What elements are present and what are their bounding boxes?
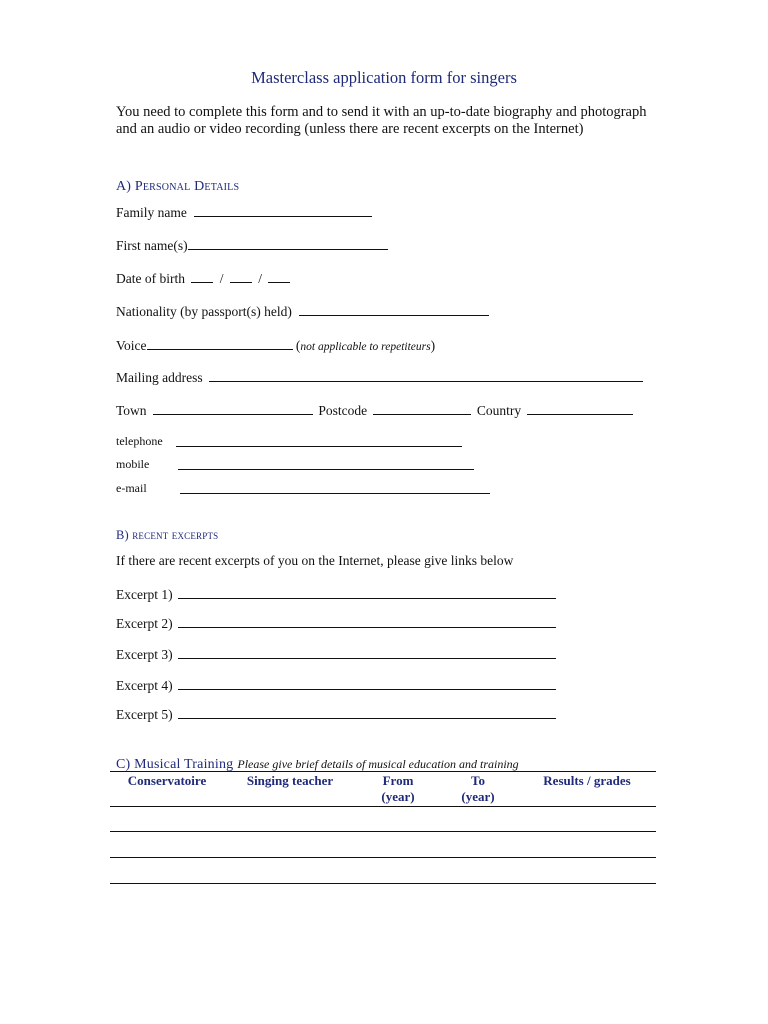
telephone-label: telephone [116, 434, 163, 448]
dob-row [116, 270, 290, 287]
col-header-from [370, 773, 426, 805]
col-header-from-line2: (year) [381, 789, 415, 804]
mailing-label: Mailing address [116, 370, 203, 385]
table-row-line[interactable] [110, 857, 656, 858]
table-bottom-rule [110, 883, 656, 884]
section-b-heading [116, 528, 218, 543]
voice-label: Voice [116, 338, 147, 353]
email-field[interactable] [180, 481, 490, 494]
town-row [116, 402, 633, 419]
section-c-heading-text: C) Musical Training [116, 757, 234, 772]
first-name-row [116, 237, 388, 254]
excerpt-row [116, 677, 556, 694]
country-field[interactable] [527, 402, 633, 415]
col-header-to-line1: To [471, 773, 485, 788]
table-header-rule [110, 806, 656, 807]
dob-separator: / [258, 271, 263, 286]
first-name-label: First name(s) [116, 238, 188, 253]
excerpt-label: Excerpt 4) [116, 678, 173, 693]
excerpt-row [116, 706, 556, 723]
section-b-heading-text: B) recent excerpts [116, 528, 219, 542]
nationality-field[interactable] [299, 303, 489, 316]
col-header-from-line1: From [382, 773, 414, 788]
mobile-row [116, 457, 149, 472]
nationality-label: Nationality (by passport(s) held) [116, 304, 292, 319]
excerpt-5-field[interactable] [178, 706, 556, 719]
form-title: Masterclass application form for singers [251, 68, 517, 87]
col-header-singing-teacher: Singing teacher [246, 773, 334, 788]
col-header-to [450, 773, 506, 805]
voice-field[interactable] [147, 337, 293, 350]
mobile-label: mobile [116, 457, 150, 471]
section-b-instruction: If there are recent excerpts of you on the Internet, please give links below [116, 553, 514, 568]
town-field[interactable] [153, 402, 313, 415]
voice-row [116, 337, 435, 354]
voice-note-close: ) [430, 338, 436, 353]
family-name-row [116, 204, 372, 221]
table-row-line[interactable] [110, 831, 656, 832]
section-c-note: Please give brief details of musical education and training [237, 757, 519, 771]
country-label: Country [476, 403, 522, 418]
telephone-field[interactable] [176, 434, 462, 447]
dob-year-field[interactable] [268, 270, 290, 283]
section-a-heading [116, 179, 239, 195]
dob-separator: / [219, 271, 224, 286]
dob-label: Date of birth [116, 271, 185, 286]
col-header-results: Results / grades [543, 773, 631, 788]
excerpt-row [116, 646, 556, 663]
first-name-field[interactable] [188, 237, 388, 250]
mailing-field[interactable] [209, 369, 643, 382]
family-name-field[interactable] [194, 204, 372, 217]
mailing-row [116, 369, 643, 386]
mobile-field[interactable] [178, 457, 474, 470]
section-a-heading-text: A) Personal Details [116, 179, 240, 194]
excerpt-2-field[interactable] [178, 615, 556, 628]
excerpt-4-field[interactable] [178, 677, 556, 690]
excerpt-label: Excerpt 3) [116, 647, 173, 662]
excerpt-row [116, 586, 556, 603]
excerpt-label: Excerpt 5) [116, 707, 173, 722]
excerpt-3-field[interactable] [178, 646, 556, 659]
excerpt-label: Excerpt 2) [116, 616, 173, 631]
email-label: e-mail [116, 481, 147, 495]
email-row [116, 481, 147, 496]
town-label: Town [116, 403, 147, 418]
dob-month-field[interactable] [230, 270, 252, 283]
dob-day-field[interactable] [191, 270, 213, 283]
col-header-to-line2: (year) [461, 789, 495, 804]
postcode-label: Postcode [318, 403, 368, 418]
voice-note-open: ( [295, 338, 301, 353]
family-name-label: Family name [116, 205, 187, 220]
excerpt-label: Excerpt 1) [116, 587, 173, 602]
table-top-rule [110, 771, 656, 772]
nationality-row [116, 303, 489, 320]
voice-note: not applicable to repetiteurs [300, 341, 431, 353]
intro-paragraph: You need to complete this form and to send it with an up-to-date biography and photograph and an audio or video recording (unless there are recent excerpts on the Internet) [116, 104, 647, 137]
excerpt-1-field[interactable] [178, 586, 556, 599]
excerpt-row [116, 615, 556, 632]
postcode-field[interactable] [373, 402, 471, 415]
telephone-row [116, 434, 163, 449]
col-header-conservatoire: Conservatoire [127, 773, 207, 788]
